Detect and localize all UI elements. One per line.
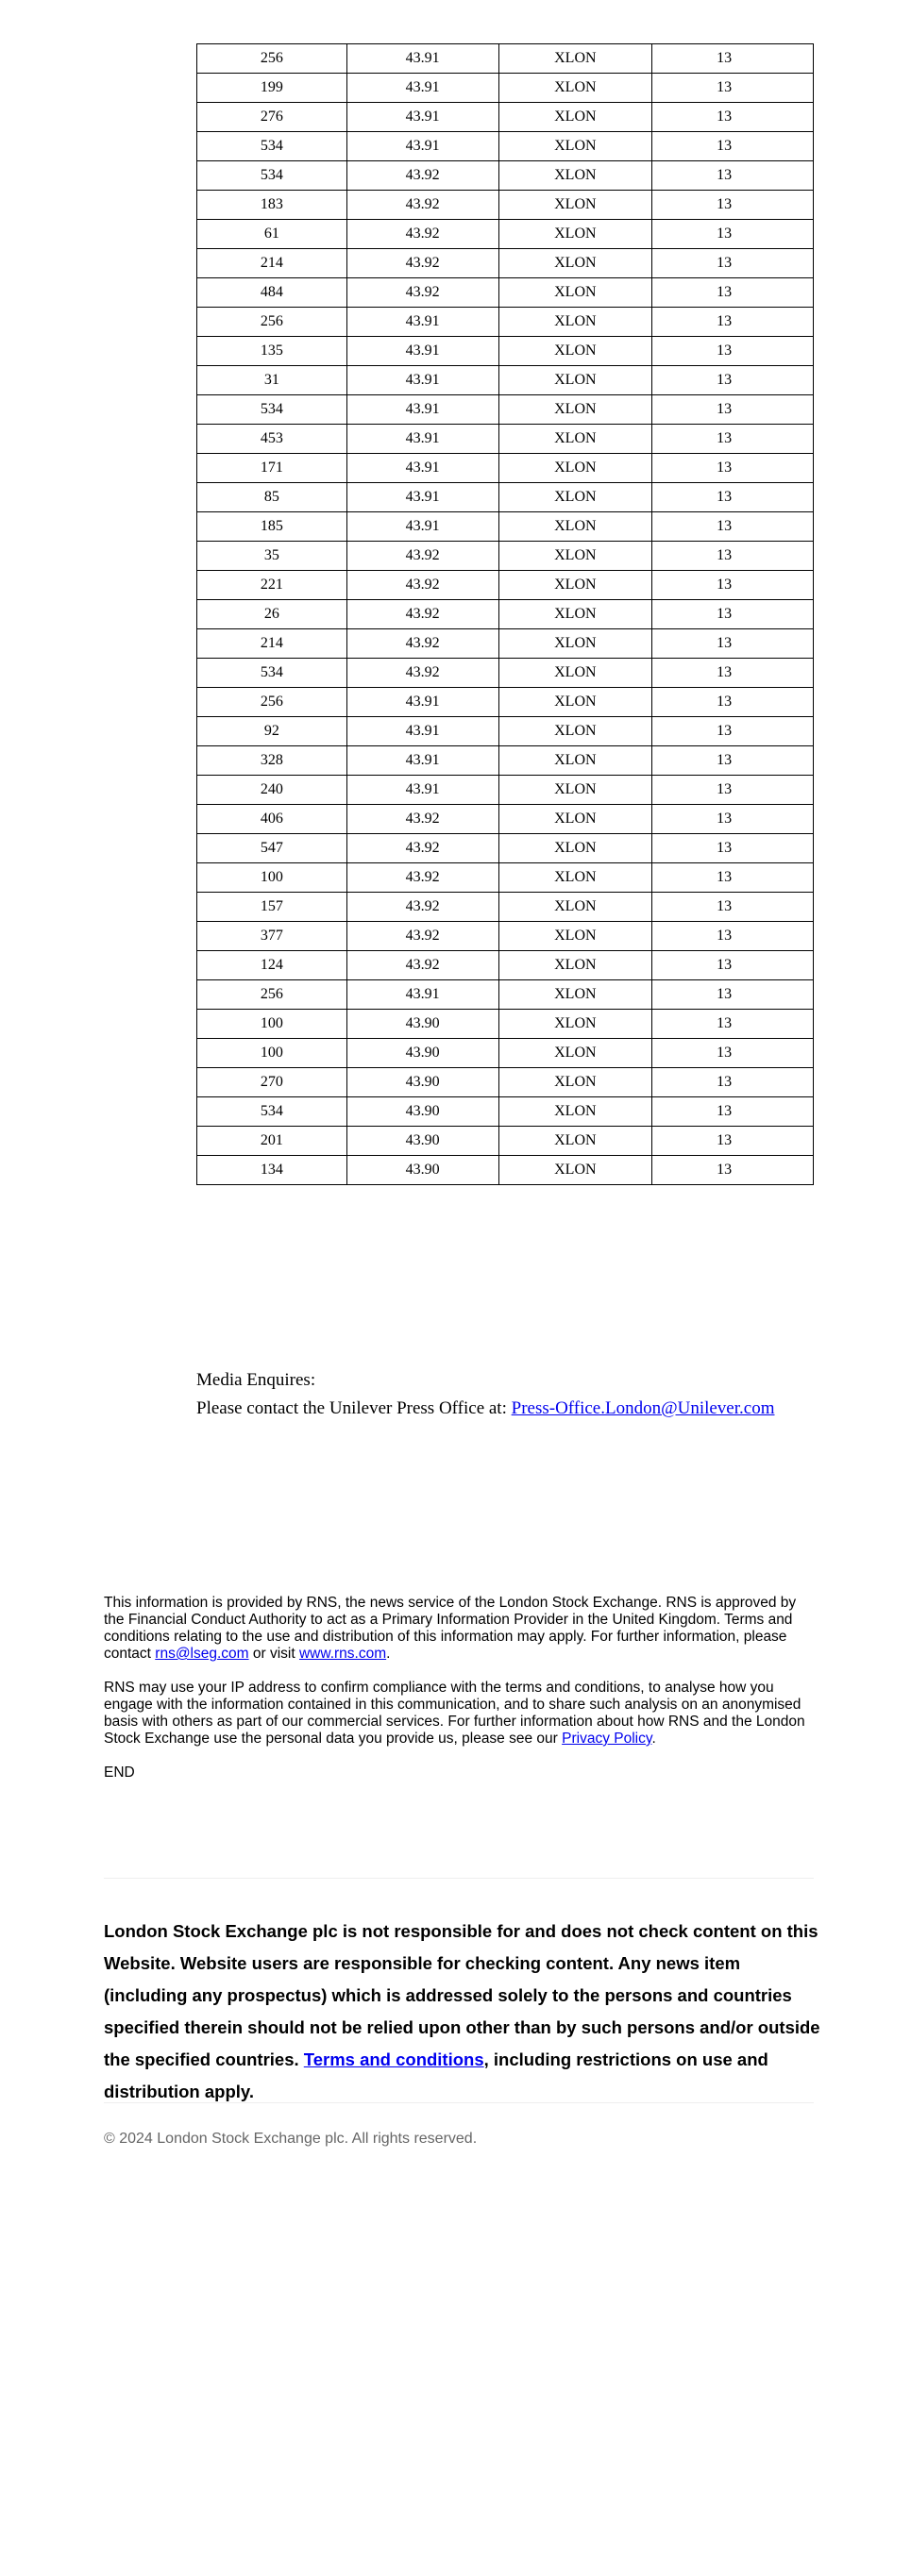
table-row <box>197 571 814 600</box>
trade-volume-cell: 534 <box>197 659 347 688</box>
trade-venue-cell: XLON <box>498 805 652 834</box>
trades-table-body <box>197 44 814 1185</box>
trade-volume-cell: 256 <box>197 44 347 74</box>
trade-time-cell: 13 <box>652 893 814 922</box>
trades-table <box>196 43 814 1185</box>
trade-venue-cell: XLON <box>498 717 652 746</box>
trade-price-cell: 43.91 <box>346 44 498 74</box>
trade-time-cell: 13 <box>652 191 814 220</box>
trade-price-cell: 43.91 <box>346 980 498 1010</box>
trade-time-cell: 13 <box>652 688 814 717</box>
trade-price-cell: 43.92 <box>346 659 498 688</box>
trade-volume-cell: 35 <box>197 542 347 571</box>
trades-table-container <box>196 43 814 1185</box>
trade-volume-cell: 270 <box>197 1068 347 1097</box>
trade-time-cell: 13 <box>652 834 814 863</box>
table-row <box>197 249 814 278</box>
trade-volume-cell: 171 <box>197 454 347 483</box>
trade-volume-cell: 534 <box>197 161 347 191</box>
trade-price-cell: 43.90 <box>346 1097 498 1127</box>
disclaimer-text-end: , including restrictions on use and distribution apply. <box>104 2049 768 2101</box>
trade-time-cell: 13 <box>652 44 814 74</box>
trade-venue-cell: XLON <box>498 922 652 951</box>
trade-venue-cell: XLON <box>498 629 652 659</box>
trade-volume-cell: 221 <box>197 571 347 600</box>
trade-price-cell: 43.92 <box>346 542 498 571</box>
table-row <box>197 1127 814 1156</box>
trade-volume-cell: 484 <box>197 278 347 308</box>
trade-price-cell: 43.91 <box>346 132 498 161</box>
trade-venue-cell: XLON <box>498 893 652 922</box>
trade-venue-cell: XLON <box>498 103 652 132</box>
trade-venue-cell: XLON <box>498 191 652 220</box>
trade-price-cell: 43.92 <box>346 249 498 278</box>
table-row <box>197 220 814 249</box>
table-row <box>197 746 814 776</box>
trade-venue-cell: XLON <box>498 863 652 893</box>
table-row <box>197 395 814 425</box>
trade-time-cell: 13 <box>652 249 814 278</box>
table-row <box>197 512 814 542</box>
table-row <box>197 776 814 805</box>
trade-venue-cell: XLON <box>498 688 652 717</box>
table-row <box>197 659 814 688</box>
trade-time-cell: 13 <box>652 863 814 893</box>
copyright-notice: © 2024 London Stock Exchange plc. All rights reserved. <box>104 2131 478 2147</box>
trade-volume-cell: 183 <box>197 191 347 220</box>
trade-price-cell: 43.91 <box>346 746 498 776</box>
trade-time-cell: 13 <box>652 717 814 746</box>
trade-venue-cell: XLON <box>498 395 652 425</box>
media-contact-line <box>196 1395 774 1423</box>
rns-email-link[interactable]: rns@lseg.com <box>155 1646 249 1662</box>
end-label: END <box>104 1765 135 1781</box>
trade-venue-cell: XLON <box>498 44 652 74</box>
trade-time-cell: 13 <box>652 659 814 688</box>
trade-price-cell: 43.91 <box>346 425 498 454</box>
trade-price-cell: 43.92 <box>346 191 498 220</box>
trade-price-cell: 43.92 <box>346 922 498 951</box>
trade-price-cell: 43.91 <box>346 366 498 395</box>
trade-time-cell: 13 <box>652 395 814 425</box>
table-row <box>197 805 814 834</box>
trade-volume-cell: 534 <box>197 1097 347 1127</box>
table-row <box>197 483 814 512</box>
trade-time-cell: 13 <box>652 103 814 132</box>
trade-volume-cell: 547 <box>197 834 347 863</box>
trade-venue-cell: XLON <box>498 1156 652 1185</box>
table-row <box>197 1068 814 1097</box>
table-row <box>197 834 814 863</box>
trade-volume-cell: 256 <box>197 688 347 717</box>
press-office-email-link[interactable]: Press-Office.London@Unilever.com <box>511 1398 775 1418</box>
trade-venue-cell: XLON <box>498 1068 652 1097</box>
trade-time-cell: 13 <box>652 600 814 629</box>
trade-price-cell: 43.91 <box>346 103 498 132</box>
trade-venue-cell: XLON <box>498 1010 652 1039</box>
media-heading: Media Enquires: <box>196 1370 316 1390</box>
trade-volume-cell: 185 <box>197 512 347 542</box>
trade-time-cell: 13 <box>652 454 814 483</box>
trade-time-cell: 13 <box>652 1156 814 1185</box>
trade-volume-cell: 26 <box>197 600 347 629</box>
trade-price-cell: 43.90 <box>346 1068 498 1097</box>
trade-venue-cell: XLON <box>498 512 652 542</box>
trade-time-cell: 13 <box>652 483 814 512</box>
trade-time-cell: 13 <box>652 366 814 395</box>
table-row <box>197 542 814 571</box>
table-row <box>197 863 814 893</box>
rns-paragraph-1-mid: or visit <box>248 1646 299 1662</box>
trade-venue-cell: XLON <box>498 951 652 980</box>
trade-venue-cell: XLON <box>498 746 652 776</box>
trade-price-cell: 43.92 <box>346 161 498 191</box>
media-contact-text: Please contact the Unilever Press Office at: <box>196 1398 512 1418</box>
trade-price-cell: 43.90 <box>346 1156 498 1185</box>
table-row <box>197 191 814 220</box>
trade-price-cell: 43.91 <box>346 483 498 512</box>
terms-and-conditions-link[interactable]: Terms and conditions <box>303 2049 484 2069</box>
trade-volume-cell: 406 <box>197 805 347 834</box>
trade-time-cell: 13 <box>652 980 814 1010</box>
table-row <box>197 1156 814 1185</box>
trade-venue-cell: XLON <box>498 132 652 161</box>
trade-price-cell: 43.90 <box>346 1127 498 1156</box>
table-row <box>197 600 814 629</box>
trade-venue-cell: XLON <box>498 161 652 191</box>
trade-price-cell: 43.91 <box>346 776 498 805</box>
trade-time-cell: 13 <box>652 1097 814 1127</box>
trade-time-cell: 13 <box>652 805 814 834</box>
trade-time-cell: 13 <box>652 1127 814 1156</box>
table-row <box>197 161 814 191</box>
trade-time-cell: 13 <box>652 512 814 542</box>
table-row <box>197 688 814 717</box>
table-row <box>197 629 814 659</box>
trade-volume-cell: 256 <box>197 980 347 1010</box>
table-row <box>197 951 814 980</box>
trade-price-cell: 43.91 <box>346 688 498 717</box>
table-row <box>197 103 814 132</box>
table-row <box>197 1039 814 1068</box>
trade-price-cell: 43.92 <box>346 863 498 893</box>
trade-volume-cell: 124 <box>197 951 347 980</box>
table-row <box>197 132 814 161</box>
privacy-policy-link[interactable]: Privacy Policy <box>562 1731 652 1747</box>
table-row <box>197 893 814 922</box>
trade-volume-cell: 453 <box>197 425 347 454</box>
trade-price-cell: 43.92 <box>346 278 498 308</box>
trade-time-cell: 13 <box>652 951 814 980</box>
trade-venue-cell: XLON <box>498 454 652 483</box>
trade-volume-cell: 61 <box>197 220 347 249</box>
trade-price-cell: 43.91 <box>346 395 498 425</box>
trade-volume-cell: 31 <box>197 366 347 395</box>
trade-time-cell: 13 <box>652 278 814 308</box>
rns-website-link[interactable]: www.rns.com <box>298 1646 387 1662</box>
trade-venue-cell: XLON <box>498 308 652 337</box>
trade-price-cell: 43.91 <box>346 454 498 483</box>
trade-price-cell: 43.91 <box>346 74 498 103</box>
rns-paragraph-1-text: This information is provided by RNS, the news service of the London Stock Exchange. RNS is approved by the Financial Conduct Authority to act as a Primary Information Provider in the United Kingdom. Terms and conditions relating to the use and distribution of this information may apply. For further information, please contact <box>104 1595 797 1662</box>
trade-price-cell: 43.92 <box>346 600 498 629</box>
trade-volume-cell: 214 <box>197 629 347 659</box>
trade-volume-cell: 201 <box>197 1127 347 1156</box>
trade-price-cell: 43.92 <box>346 893 498 922</box>
trade-volume-cell: 214 <box>197 249 347 278</box>
rns-paragraph-1 <box>104 1595 814 1663</box>
trade-venue-cell: XLON <box>498 74 652 103</box>
trade-venue-cell: XLON <box>498 659 652 688</box>
table-row <box>197 1097 814 1127</box>
trade-price-cell: 43.91 <box>346 512 498 542</box>
trade-volume-cell: 240 <box>197 776 347 805</box>
trade-volume-cell: 100 <box>197 1039 347 1068</box>
trade-venue-cell: XLON <box>498 542 652 571</box>
rns-paragraph-2-text: RNS may use your IP address to confirm compliance with the terms and conditions, to analyse how you engage with the information contained in this communication, and to share such analysis on an anonymised basis with others as part of our commercial services. For further information about how RNS and the London Stock Exchange use the personal data you provide us, please see our <box>104 1680 805 1747</box>
trade-price-cell: 43.92 <box>346 951 498 980</box>
trade-volume-cell: 85 <box>197 483 347 512</box>
table-row <box>197 308 814 337</box>
divider-top <box>104 1878 814 1879</box>
table-row <box>197 74 814 103</box>
trade-venue-cell: XLON <box>498 249 652 278</box>
trade-time-cell: 13 <box>652 308 814 337</box>
trade-time-cell: 13 <box>652 776 814 805</box>
trade-volume-cell: 377 <box>197 922 347 951</box>
trade-venue-cell: XLON <box>498 600 652 629</box>
trade-price-cell: 43.91 <box>346 717 498 746</box>
trade-venue-cell: XLON <box>498 834 652 863</box>
rns-paragraph-2 <box>104 1680 814 1748</box>
trade-price-cell: 43.90 <box>346 1039 498 1068</box>
trade-volume-cell: 157 <box>197 893 347 922</box>
table-row <box>197 44 814 74</box>
trade-venue-cell: XLON <box>498 980 652 1010</box>
trade-volume-cell: 256 <box>197 308 347 337</box>
trade-volume-cell: 92 <box>197 717 347 746</box>
media-enquiries <box>196 1366 774 1423</box>
trade-volume-cell: 134 <box>197 1156 347 1185</box>
trade-venue-cell: XLON <box>498 1127 652 1156</box>
lse-disclaimer <box>104 1915 821 2108</box>
trade-time-cell: 13 <box>652 542 814 571</box>
trade-volume-cell: 100 <box>197 863 347 893</box>
trade-venue-cell: XLON <box>498 366 652 395</box>
table-row <box>197 366 814 395</box>
rns-paragraph-2-end: . <box>651 1731 656 1747</box>
trade-time-cell: 13 <box>652 1010 814 1039</box>
trade-venue-cell: XLON <box>498 220 652 249</box>
trade-time-cell: 13 <box>652 571 814 600</box>
trade-time-cell: 13 <box>652 74 814 103</box>
table-row <box>197 980 814 1010</box>
trade-venue-cell: XLON <box>498 425 652 454</box>
trade-price-cell: 43.92 <box>346 805 498 834</box>
trade-volume-cell: 100 <box>197 1010 347 1039</box>
trade-price-cell: 43.91 <box>346 337 498 366</box>
trade-time-cell: 13 <box>652 746 814 776</box>
table-row <box>197 425 814 454</box>
trade-venue-cell: XLON <box>498 571 652 600</box>
table-row <box>197 922 814 951</box>
table-row <box>197 337 814 366</box>
trade-time-cell: 13 <box>652 1039 814 1068</box>
trade-volume-cell: 328 <box>197 746 347 776</box>
trade-time-cell: 13 <box>652 629 814 659</box>
trade-price-cell: 43.92 <box>346 571 498 600</box>
trade-price-cell: 43.92 <box>346 220 498 249</box>
disclaimer-text: London Stock Exchange plc is not responsible for and does not check content on this Website. Website users are responsible for checking content. Any news item (including any prospectus) which is addressed solely to the persons and countries specified therein should not be relied upon other than by such persons and/or outside the specified countries. <box>104 1921 820 2069</box>
trade-price-cell: 43.90 <box>346 1010 498 1039</box>
table-row <box>197 454 814 483</box>
trade-time-cell: 13 <box>652 337 814 366</box>
trade-time-cell: 13 <box>652 1068 814 1097</box>
trade-venue-cell: XLON <box>498 776 652 805</box>
trade-volume-cell: 534 <box>197 132 347 161</box>
trade-venue-cell: XLON <box>498 1097 652 1127</box>
trade-time-cell: 13 <box>652 425 814 454</box>
trade-price-cell: 43.92 <box>346 629 498 659</box>
rns-paragraph-1-end: . <box>386 1646 391 1662</box>
trade-volume-cell: 135 <box>197 337 347 366</box>
trade-venue-cell: XLON <box>498 483 652 512</box>
trade-volume-cell: 534 <box>197 395 347 425</box>
table-row <box>197 1010 814 1039</box>
trade-volume-cell: 199 <box>197 74 347 103</box>
trade-venue-cell: XLON <box>498 1039 652 1068</box>
trade-time-cell: 13 <box>652 220 814 249</box>
trade-price-cell: 43.91 <box>346 308 498 337</box>
table-row <box>197 278 814 308</box>
divider-bottom <box>104 2102 814 2103</box>
trade-volume-cell: 276 <box>197 103 347 132</box>
trade-venue-cell: XLON <box>498 337 652 366</box>
trade-price-cell: 43.92 <box>346 834 498 863</box>
trade-venue-cell: XLON <box>498 278 652 308</box>
table-row <box>197 717 814 746</box>
trade-time-cell: 13 <box>652 922 814 951</box>
trade-time-cell: 13 <box>652 132 814 161</box>
rns-notice <box>104 1595 814 1798</box>
trade-time-cell: 13 <box>652 161 814 191</box>
